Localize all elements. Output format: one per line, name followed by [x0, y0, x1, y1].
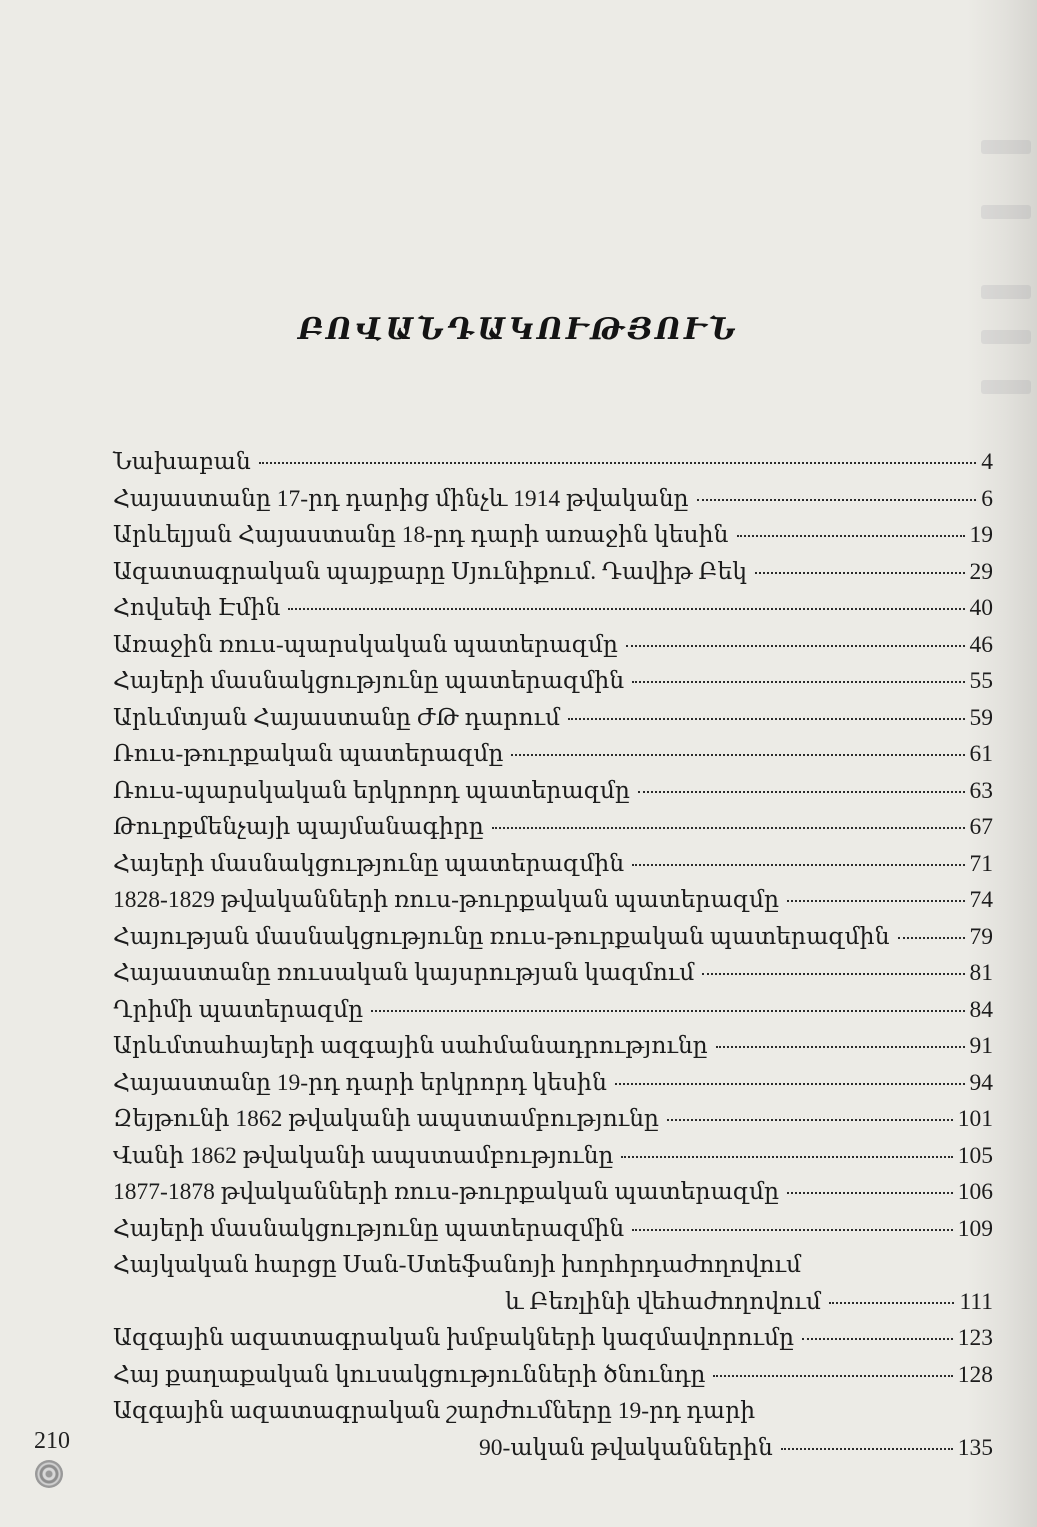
toc-entry[interactable]	[113, 882, 993, 919]
toc-entry-page: 123	[957, 1325, 993, 1351]
toc-entry[interactable]	[113, 590, 993, 627]
toc-entry[interactable]	[113, 627, 993, 664]
dot-leader	[781, 1448, 953, 1450]
toc-entry-title: Հայերի մասնակցությունը պատերազմին	[113, 850, 625, 877]
toc-entry-page: 40	[969, 595, 993, 621]
dot-leader	[702, 973, 964, 975]
toc-entry-continuation[interactable]	[113, 1430, 993, 1467]
dot-leader	[638, 791, 965, 793]
toc-entry-title-continued: և Բեռլինի վեհաժողովում	[505, 1288, 822, 1315]
dot-leader	[288, 608, 964, 610]
toc-entry-page: 4	[981, 449, 993, 475]
toc-entry-page: 61	[969, 741, 993, 767]
toc-entry[interactable]	[113, 554, 993, 591]
dot-leader	[787, 1192, 953, 1194]
toc-entry-title: 1877-1878 թվականների ռուս-թուրքական պատերազմը	[113, 1179, 780, 1205]
toc-entry-page: 79	[969, 923, 993, 950]
toc-entry-title: Ղրիմի պատերազմը	[113, 996, 364, 1023]
toc-entry-title: Ռուս-թուրքական պատերազմը	[113, 741, 504, 767]
toc-entry-title: Հայկական հարցը Սան-Ստեֆանոյի խորհրդաժողովում	[113, 1252, 802, 1278]
dot-leader	[667, 1119, 953, 1121]
toc-entry[interactable]	[113, 1101, 993, 1138]
toc-entry[interactable]	[113, 1393, 993, 1430]
toc-entry-page: 71	[969, 850, 993, 877]
toc-entry-title: Ազգային ազատագրական խմբակների կազմավորումը	[113, 1325, 795, 1351]
toc-entry[interactable]	[113, 992, 993, 1029]
toc-entry[interactable]	[113, 809, 993, 846]
dot-leader	[898, 937, 965, 939]
toc-entry-title: Արևելյան Հայաստանը 18-րդ դարի առաջին կեսին	[113, 522, 729, 548]
toc-entry-title: Արևմտահայերի ազգային սահմանադրությունը	[113, 1033, 708, 1059]
toc-entry-title: Ազգային ազատագրական շարժումները 19-րդ դարի	[113, 1398, 756, 1424]
dot-leader	[632, 681, 964, 683]
toc-entry[interactable]	[113, 481, 993, 518]
toc-entry-page: 106	[957, 1179, 993, 1205]
toc-entry-page: 94	[969, 1069, 993, 1096]
toc-entry-page: 55	[969, 668, 993, 694]
toc-entry-page: 19	[969, 522, 993, 548]
toc-entry-page: 105	[957, 1142, 993, 1169]
toc-entry-page: 128	[957, 1361, 993, 1388]
dot-leader	[632, 1229, 953, 1231]
toc-entry[interactable]	[113, 1028, 993, 1065]
toc-entry-page: 74	[969, 887, 993, 913]
toc-entry-page: 135	[957, 1434, 993, 1461]
toc-entry[interactable]	[113, 1357, 993, 1394]
toc-entry[interactable]	[113, 517, 993, 554]
toc-entry-page: 6	[981, 485, 993, 512]
toc-entry[interactable]	[113, 1174, 993, 1211]
toc-entry-title: Հայաստանը 17-րդ դարից մինչև 1914 թվականը	[113, 485, 689, 512]
toc-entry-title: 1828-1829 թվականների ռուս-թուրքական պատերազմը	[113, 887, 780, 913]
ornament-icon	[35, 1460, 63, 1488]
dot-leader	[697, 499, 977, 501]
dot-leader	[737, 535, 965, 537]
toc-entry-title: Առաջին ռուս-պարսկական պատերազմը	[113, 631, 618, 658]
toc-entry[interactable]	[113, 955, 993, 992]
toc-entry-title: Հայաստանը ռուսական կայսրության կազմում	[113, 960, 695, 986]
dot-leader	[259, 462, 976, 464]
toc-entry-title: Ռուս-պարսկական երկրորդ պատերազմը	[113, 777, 630, 804]
dot-leader	[371, 1010, 964, 1012]
toc-entry-page: 91	[969, 1033, 993, 1059]
page-number: 210	[34, 1428, 70, 1454]
toc-entry-title: Հայերի մասնակցությունը պատերազմին	[113, 1215, 625, 1242]
toc-entry-title: Հայաստանը 19-րդ դարի երկրորդ կեսին	[113, 1069, 607, 1096]
dot-leader	[511, 754, 964, 756]
dot-leader	[626, 645, 965, 647]
bleed-through-text	[981, 285, 1031, 299]
page-title: ԲՈՎԱՆԴԱԿՈՒԹՅՈՒՆ	[298, 313, 739, 346]
toc-entry-title: Զեյթունի 1862 թվականի ապստամբությունը	[113, 1106, 659, 1132]
toc-entry[interactable]	[113, 1065, 993, 1102]
toc-entry[interactable]	[113, 700, 993, 737]
toc-entry-page: 67	[969, 814, 993, 840]
dot-leader	[632, 864, 964, 866]
toc-entry-page: 63	[969, 777, 993, 804]
dot-leader	[568, 718, 964, 720]
toc-entry[interactable]	[113, 846, 993, 883]
bleed-through-text	[981, 380, 1031, 394]
bleed-through-text	[981, 205, 1031, 219]
toc-entry-title: Հովսեփ Էմին	[113, 595, 281, 621]
toc-entry-title: Թուրքմենչայի պայմանագիրը	[113, 814, 484, 840]
toc-entry-page: 111	[959, 1288, 993, 1315]
toc-entry-page: 101	[957, 1106, 993, 1132]
toc-entry-title: Վանի 1862 թվականի ապստամբությունը	[113, 1142, 614, 1169]
toc-entry-page: 109	[957, 1215, 993, 1242]
toc-entry-page: 46	[969, 631, 993, 658]
toc-entry-continuation[interactable]	[113, 1284, 993, 1321]
toc-entry-title: Հայության մասնակցությունը ռուս-թուրքական պատերազմին	[113, 923, 890, 950]
dot-leader	[621, 1156, 952, 1158]
dot-leader	[829, 1302, 954, 1304]
toc-entry[interactable]	[113, 1138, 993, 1175]
table-of-contents	[113, 444, 993, 1466]
dot-leader	[492, 827, 965, 829]
toc-entry[interactable]	[113, 444, 993, 481]
dot-leader	[713, 1375, 952, 1377]
toc-entry[interactable]	[113, 919, 993, 956]
toc-entry[interactable]	[113, 1320, 993, 1357]
toc-entry-page: 29	[969, 558, 993, 585]
toc-entry[interactable]	[113, 1247, 993, 1284]
dot-leader	[716, 1046, 965, 1048]
dot-leader	[755, 572, 965, 574]
toc-entry[interactable]	[113, 1211, 993, 1248]
dot-leader	[615, 1083, 965, 1085]
dot-leader	[787, 900, 964, 902]
toc-entry-title: Հայ քաղաքական կուսակցությունների ծնունդը	[113, 1361, 706, 1388]
toc-entry-page: 59	[969, 704, 993, 731]
toc-entry[interactable]	[113, 736, 993, 773]
toc-entry-title: Արևմտյան Հայաստանը ԺԹ դարում	[113, 704, 561, 731]
toc-entry-title: Հայերի մասնակցությունը պատերազմին	[113, 668, 625, 694]
dot-leader	[802, 1338, 953, 1340]
toc-entry-title-continued: 90-ական թվականներին	[479, 1434, 773, 1461]
toc-entry-page: 81	[969, 960, 993, 986]
toc-entry[interactable]	[113, 773, 993, 810]
toc-entry-title: Ազատագրական պայքարը Սյունիքում. Դավիթ Բեկ	[113, 558, 747, 585]
toc-entry[interactable]	[113, 663, 993, 700]
toc-entry-title: Նախաբան	[113, 449, 251, 475]
toc-entry-page: 84	[969, 996, 993, 1023]
bleed-through-text	[981, 140, 1031, 154]
